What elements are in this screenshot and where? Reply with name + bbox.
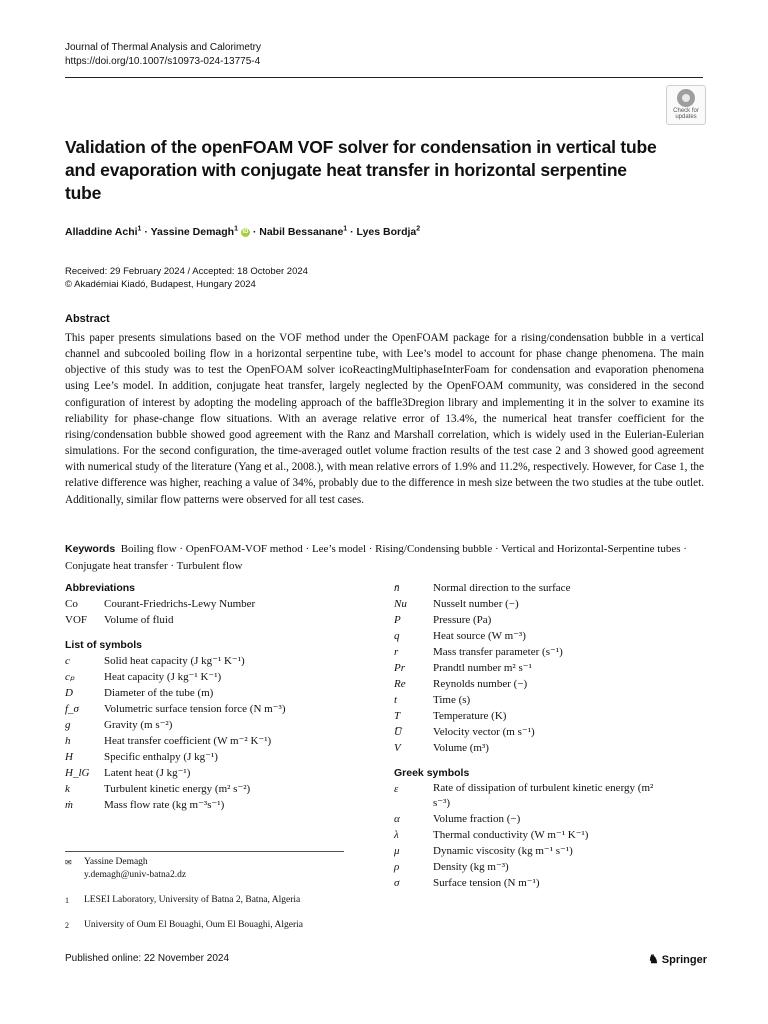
symbol-desc: Heat capacity (J kg⁻¹ K⁻¹) [104,671,222,683]
symbol-row [394,596,704,612]
symbol-desc: Time (s) [433,694,471,706]
symbol-row [394,827,704,843]
received-accepted: Received: 29 February 2024 / Accepted: 18 October 2024 [65,266,308,277]
symbol-row [394,740,704,756]
copyright: © Akadémiai Kiadó, Budapest, Hungary 2024 [65,279,256,290]
symbol-row [394,612,704,628]
author-affiliation: 2 [416,225,421,233]
symbol-row [394,628,704,644]
symbol-desc: Velocity vector (m s⁻¹) [433,726,535,738]
author-list: Alladdine Achi$^1$ · Yassine Demagh$^1$ iD · Nabil Bessanane$^1$ · Lyes Bordja$^2$ [65,225,421,238]
symbol: V [394,742,401,754]
symbol: g [65,719,71,731]
affiliation-text: LESEI Laboratory, University of Batna 2, Batna, Algeria [84,895,301,905]
publisher-name: Springer [661,954,707,966]
symbol-row [394,708,704,724]
footnotes [65,856,355,932]
symbol-row [394,660,704,676]
symbol-row [394,644,704,660]
symbol: n̄ [394,582,400,594]
symbol: μ [394,845,400,857]
abstract-heading: Abstract [65,313,110,325]
article-title: Validation of the openFOAM VOF solver for condensation in vertical tube and evaporation with conjugate heat transfer in horizontal serpentine tube [65,137,657,203]
greek-symbols-heading: Greek symbols [394,767,470,779]
symbol: P [394,614,401,626]
symbol-desc: Mass flow rate (kg m⁻³s⁻¹) [104,799,225,811]
symbol-row [65,765,365,781]
abbreviations-heading: Abbreviations [65,582,136,594]
symbol-row [394,580,704,596]
contact-name: Yassine Demagh [84,857,148,867]
contact-email[interactable]: y.demagh@univ-batna2.dz [84,870,187,880]
journal-header [65,41,261,69]
symbol-row [394,692,704,708]
symbol: cₚ [65,671,75,683]
journal-name: Journal of Thermal Analysis and Calorimetry [65,42,262,53]
abstract-text: This paper presents simulations based on the VOF method under the OpenFOAM package for a rising/condensation bubble in a vertical channel and subcooled boiling flow in a horizontal serpentine tube, with Lee’s model to account for phase change phenomena. The main objective of this study was to test the OpenFOAM solver icoReactingMultiphaseInterFoam for condensation and evaporation phenomena using Lee’s model. In addition, conjugate heat transfer, largely neglected by the OpenFOAM community, was considered in the second configuration of interest by adopting the modeling approach of the baffle3Dregion library and implementing it in the solver to examine its reliability for phase-change flow situations. With an average relative error of 13.4%, the numerical heat transfer coefficient for the rising/condensation bubble showed good agreement with the Ranz and Marshall correlation, which is widely used in the Eulerian-Eulerian simulations. For the second configuration, the time-averaged outlet volume fraction results of the test case 2 and 3 showed good agreement with numerical study of the literature (Yang et al., 2008.), with mean relative errors of 1.9% and 11.2%, respectively. However, for Case 1, the relative difference was higher, reaching a value of 34%, probably due to the difference in mesh size between the two studies at the tube outlet. Additionally, similar flow patterns were observed for all test cases. [65,332,704,506]
symbol-desc: Solid heat capacity (J kg⁻¹ K⁻¹) [104,655,245,667]
symbol-desc: Mass transfer parameter (s⁻¹) [433,646,563,658]
abbreviation-row [65,612,365,628]
crossmark-icon [677,89,695,107]
symbol: Pr [394,662,405,674]
springer-horse-icon: ♞ [648,952,659,966]
symbol-row [65,685,365,701]
symbol-desc: Rate of dissipation of turbulent kinetic energy (m² s⁻³) [433,782,654,809]
symbol: H [65,751,73,763]
symbol: h [65,735,71,747]
keywords-label: Keywords [65,543,116,555]
author-affiliation: 1 [137,225,142,233]
author-affiliation: 1 [343,225,348,233]
abbreviation-row [65,596,365,612]
symbol: D [65,687,73,699]
symbol-desc: Specific enthalpy (J kg⁻¹) [104,751,218,763]
check-for-updates-badge[interactable] [666,85,706,125]
symbol-row [394,859,704,875]
author-name[interactable]: Lyes Bordja [356,226,417,238]
header-rule [65,77,703,78]
author-name[interactable]: Nabil Bessanane [259,226,344,238]
abbreviation: Co [65,598,78,610]
symbol-desc: Pressure (Pa) [433,614,492,626]
affiliation-text: University of Oum El Bouaghi, Oum El Bouaghi, Algeria [84,920,304,930]
symbol-desc: Heat transfer coefficient (W m⁻² K⁻¹) [104,735,272,747]
symbol: U̅ [394,726,402,738]
symbol-row [394,811,704,827]
symbol-row [65,781,365,797]
symbol-desc: Prandtl number m² s⁻¹ [433,662,532,674]
symbol-desc: Density (kg m⁻³) [433,861,509,873]
symbol-desc: Surface tension (N m⁻¹) [433,877,540,889]
symbol: λ [394,829,399,841]
author-name[interactable]: Yassine Demagh [150,226,235,238]
symbols-heading: List of symbols [65,639,143,651]
keywords-list: Boiling flow · OpenFOAM-VOF method · Lee’s model · Rising/Condensing bubble · Vertical and Horizontal-Serpentine tubes · Conjugate heat transfer · Turbulent flow [65,543,687,572]
symbol-desc: Turbulent kinetic energy (m² s⁻²) [104,783,251,795]
doi-link[interactable]: https://doi.org/10.1007/s10973-024-13775-4 [65,56,261,67]
symbol-row [65,749,365,765]
symbol-row [394,781,704,811]
publisher-logo [648,952,707,966]
contact-footnote [65,856,355,882]
symbol-desc: Volumetric surface tension force (N m⁻³) [104,703,286,715]
published-online: Published online: 22 November 2024 [65,953,229,964]
abbreviation-desc: Courant-Friedrichs-Lewy Number [104,598,256,610]
symbol-row [394,676,704,692]
symbol-row [394,875,704,891]
envelope-icon: ✉ [65,858,72,867]
author-affiliation: 1 [234,225,238,233]
affiliation-number: 1 [65,896,69,905]
symbol-desc: Reynolds number (−) [433,678,528,690]
symbol-row [65,653,365,669]
symbol-desc: Volume fraction (−) [433,813,521,825]
nomenclature-left [65,580,365,813]
affiliation-number: 2 [65,921,69,930]
symbol: σ [394,877,400,889]
symbol: f_σ [65,703,79,715]
affiliation-footnote [65,919,355,932]
symbol-row [65,797,365,813]
crossmark-label-1: Check for [673,108,699,114]
symbol-row [394,843,704,859]
symbol-desc: Nusselt number (−) [433,598,519,610]
symbol: t [394,694,398,706]
abbreviation: VOF [65,614,88,626]
keywords [65,541,704,574]
orcid-icon[interactable]: iD [242,228,249,235]
symbol: Re [394,678,406,690]
symbol-row [65,717,365,733]
nomenclature-right [394,580,704,891]
symbol: q [394,630,400,642]
symbol-row [394,724,704,740]
symbol: T [394,710,401,722]
footnote-rule [65,851,344,852]
symbol: α [394,813,400,825]
author-name[interactable]: Alladdine Achi [65,226,138,238]
symbol-row [65,669,365,685]
affiliation-footnote [65,894,355,907]
symbol: ε [394,783,399,795]
symbol: Nu [394,598,407,610]
symbol-desc: Latent heat (J kg⁻¹) [104,767,191,779]
symbol-desc: Normal direction to the surface [433,582,571,594]
symbol-desc: Gravity (m s⁻²) [104,719,173,731]
symbol: r [394,646,399,658]
symbol-desc: Volume (m³) [433,742,489,754]
symbol: H_lG [65,767,90,779]
symbol-desc: Diameter of the tube (m) [104,687,214,699]
symbol: k [65,783,70,795]
symbol-row [65,733,365,749]
publication-dates [65,265,308,291]
symbol: ρ [394,861,400,873]
symbol: c [65,655,70,667]
crossmark-label-2: updates [675,114,697,120]
symbol: ṁ [65,799,73,811]
symbol-desc: Dynamic viscosity (kg m⁻¹ s⁻¹) [433,845,573,857]
symbol-desc: Heat source (W m⁻³) [433,630,526,642]
symbol-desc: Thermal conductivity (W m⁻¹ K⁻¹) [433,829,589,841]
abbreviation-desc: Volume of fluid [104,614,174,626]
symbol-row [65,701,365,717]
symbol-desc: Temperature (K) [433,710,507,722]
